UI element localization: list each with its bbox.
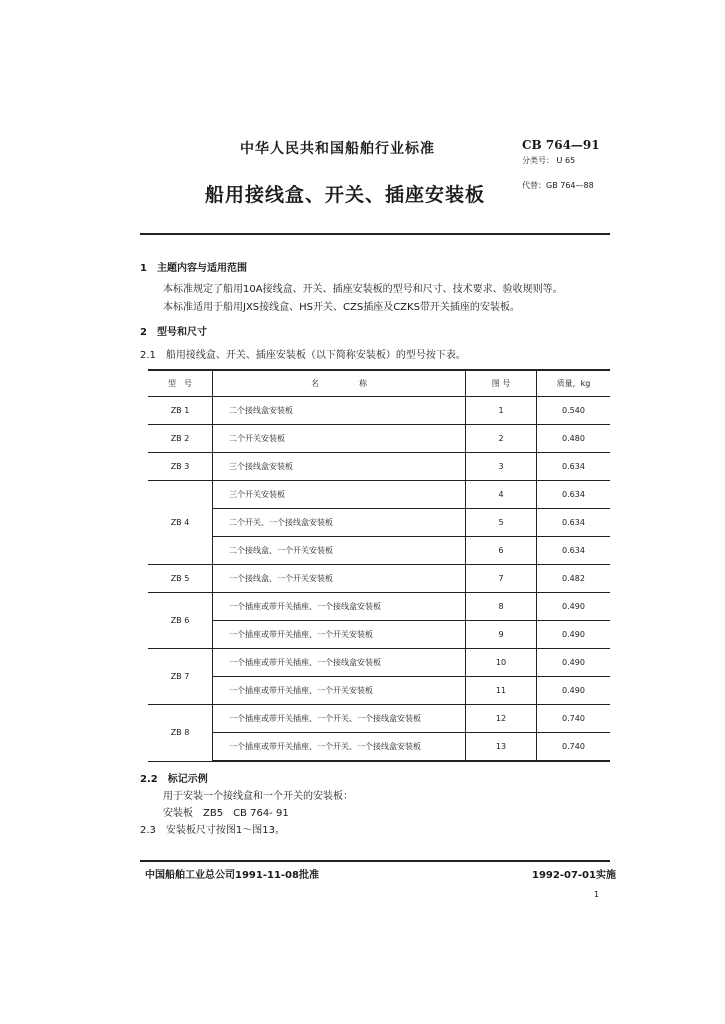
mass-cell: 0.490 — [537, 593, 611, 621]
section-1-heading: 1 主题内容与适用范围 — [140, 263, 247, 274]
effective-date: 1992-07-01实施 — [532, 870, 616, 881]
mass-cell: 0.740 — [537, 705, 611, 733]
table-row — [148, 677, 610, 705]
table-row — [148, 481, 610, 509]
table-row — [148, 565, 610, 593]
name-cell: 一个插座或带开关插座、一个开关、一个接线盒安装板 — [213, 733, 466, 762]
section-2-3-text: 2.3 安装板尺寸按图1～图13。 — [140, 825, 285, 836]
document-title: 船用接线盒、开关、插座安装板 — [205, 184, 486, 206]
mass-cell: 0.540 — [537, 397, 611, 425]
name-cell: 二个开关安装板 — [213, 425, 466, 453]
figure-cell: 8 — [466, 593, 537, 621]
section-2-1-text: 2.1 船用接线盒、开关、插座安装板（以下简称安装板）的型号按下表。 — [140, 350, 466, 361]
figure-cell: 9 — [466, 621, 537, 649]
mass-cell: 0.480 — [537, 425, 611, 453]
name-cell: 二个开关、一个接线盒安装板 — [213, 509, 466, 537]
table-row — [148, 649, 610, 677]
section-1-paragraph-2: 本标准适用于船用JXS接线盒、HS开关、CZS插座及CZKS带开关插座的安装板。 — [163, 302, 520, 313]
mass-cell: 0.634 — [537, 509, 611, 537]
replaces-note: 代替：GB 764—88 — [522, 181, 594, 190]
header-name: 名 称 — [213, 370, 466, 397]
standard-code: CB 764—91 — [522, 138, 600, 152]
table-row — [148, 593, 610, 621]
table-header-row — [148, 370, 610, 397]
table-row — [148, 733, 610, 762]
model-cell: ZB 3 — [148, 453, 213, 481]
figure-cell: 6 — [466, 537, 537, 565]
name-cell: 一个插座或带开关插座、一个开关、一个接线盒安装板 — [213, 705, 466, 733]
name-cell: 一个接线盒、一个开关安装板 — [213, 565, 466, 593]
figure-cell: 7 — [466, 565, 537, 593]
mass-cell: 0.634 — [537, 481, 611, 509]
header-figure: 图 号 — [466, 370, 537, 397]
table-row — [148, 453, 610, 481]
figure-cell: 1 — [466, 397, 537, 425]
header-mass: 质量，kg — [537, 370, 611, 397]
figure-cell: 12 — [466, 705, 537, 733]
table-row — [148, 537, 610, 565]
mass-cell: 0.740 — [537, 733, 611, 762]
table-row — [148, 397, 610, 425]
name-cell: 三个开关安装板 — [213, 481, 466, 509]
standard-category: 中华人民共和国船舶行业标准 — [240, 141, 435, 157]
figure-cell: 4 — [466, 481, 537, 509]
figure-cell: 11 — [466, 677, 537, 705]
mass-cell: 0.490 — [537, 677, 611, 705]
mass-cell: 0.482 — [537, 565, 611, 593]
classification-code: 分类号： U 65 — [522, 156, 576, 165]
model-cell: ZB 2 — [148, 425, 213, 453]
figure-cell: 10 — [466, 649, 537, 677]
figure-cell: 2 — [466, 425, 537, 453]
table-row — [148, 705, 610, 733]
model-cell: ZB 8 — [148, 705, 213, 762]
name-cell: 一个插座或带开关插座、一个接线盒安装板 — [213, 649, 466, 677]
table-row — [148, 621, 610, 649]
section-2-heading: 2 型号和尺寸 — [140, 327, 207, 338]
section-2-2-heading: 2.2 标记示例 — [140, 774, 208, 785]
name-cell: 一个插座或带开关插座、一个接线盒安装板 — [213, 593, 466, 621]
footer-rule — [140, 860, 610, 862]
mass-cell: 0.490 — [537, 649, 611, 677]
figure-cell: 3 — [466, 453, 537, 481]
mass-cell: 0.490 — [537, 621, 611, 649]
model-cell: ZB 1 — [148, 397, 213, 425]
table-row — [148, 425, 610, 453]
section-1-paragraph-1: 本标准规定了船用10A接线盒、开关、插座安装板的型号和尺寸、技术要求、验收规则等。 — [163, 284, 563, 295]
figure-cell: 13 — [466, 733, 537, 762]
approval-date: 中国船舶工业总公司1991-11-08批准 — [145, 870, 319, 881]
figure-cell: 5 — [466, 509, 537, 537]
name-cell: 一个插座或带开关插座、一个开关安装板 — [213, 677, 466, 705]
model-cell: ZB 4 — [148, 481, 213, 565]
model-table — [148, 369, 610, 762]
mass-cell: 0.634 — [537, 453, 611, 481]
marking-example-line-2: 安装板 ZB5 CB 764- 91 — [163, 808, 289, 819]
mass-cell: 0.634 — [537, 537, 611, 565]
header-model: 型 号 — [148, 370, 213, 397]
marking-example-line-1: 用于安装一个接线盒和一个开关的安装板： — [163, 791, 353, 802]
name-cell: 二个接线盒、一个开关安装板 — [213, 537, 466, 565]
name-cell: 二个接线盒安装板 — [213, 397, 466, 425]
header-rule — [140, 233, 610, 235]
page-number: 1 — [594, 890, 600, 899]
table-row — [148, 509, 610, 537]
model-cell: ZB 6 — [148, 593, 213, 649]
name-cell: 一个插座或带开关插座、一个开关安装板 — [213, 621, 466, 649]
model-cell: ZB 5 — [148, 565, 213, 593]
name-cell: 三个接线盒安装板 — [213, 453, 466, 481]
model-cell: ZB 7 — [148, 649, 213, 705]
